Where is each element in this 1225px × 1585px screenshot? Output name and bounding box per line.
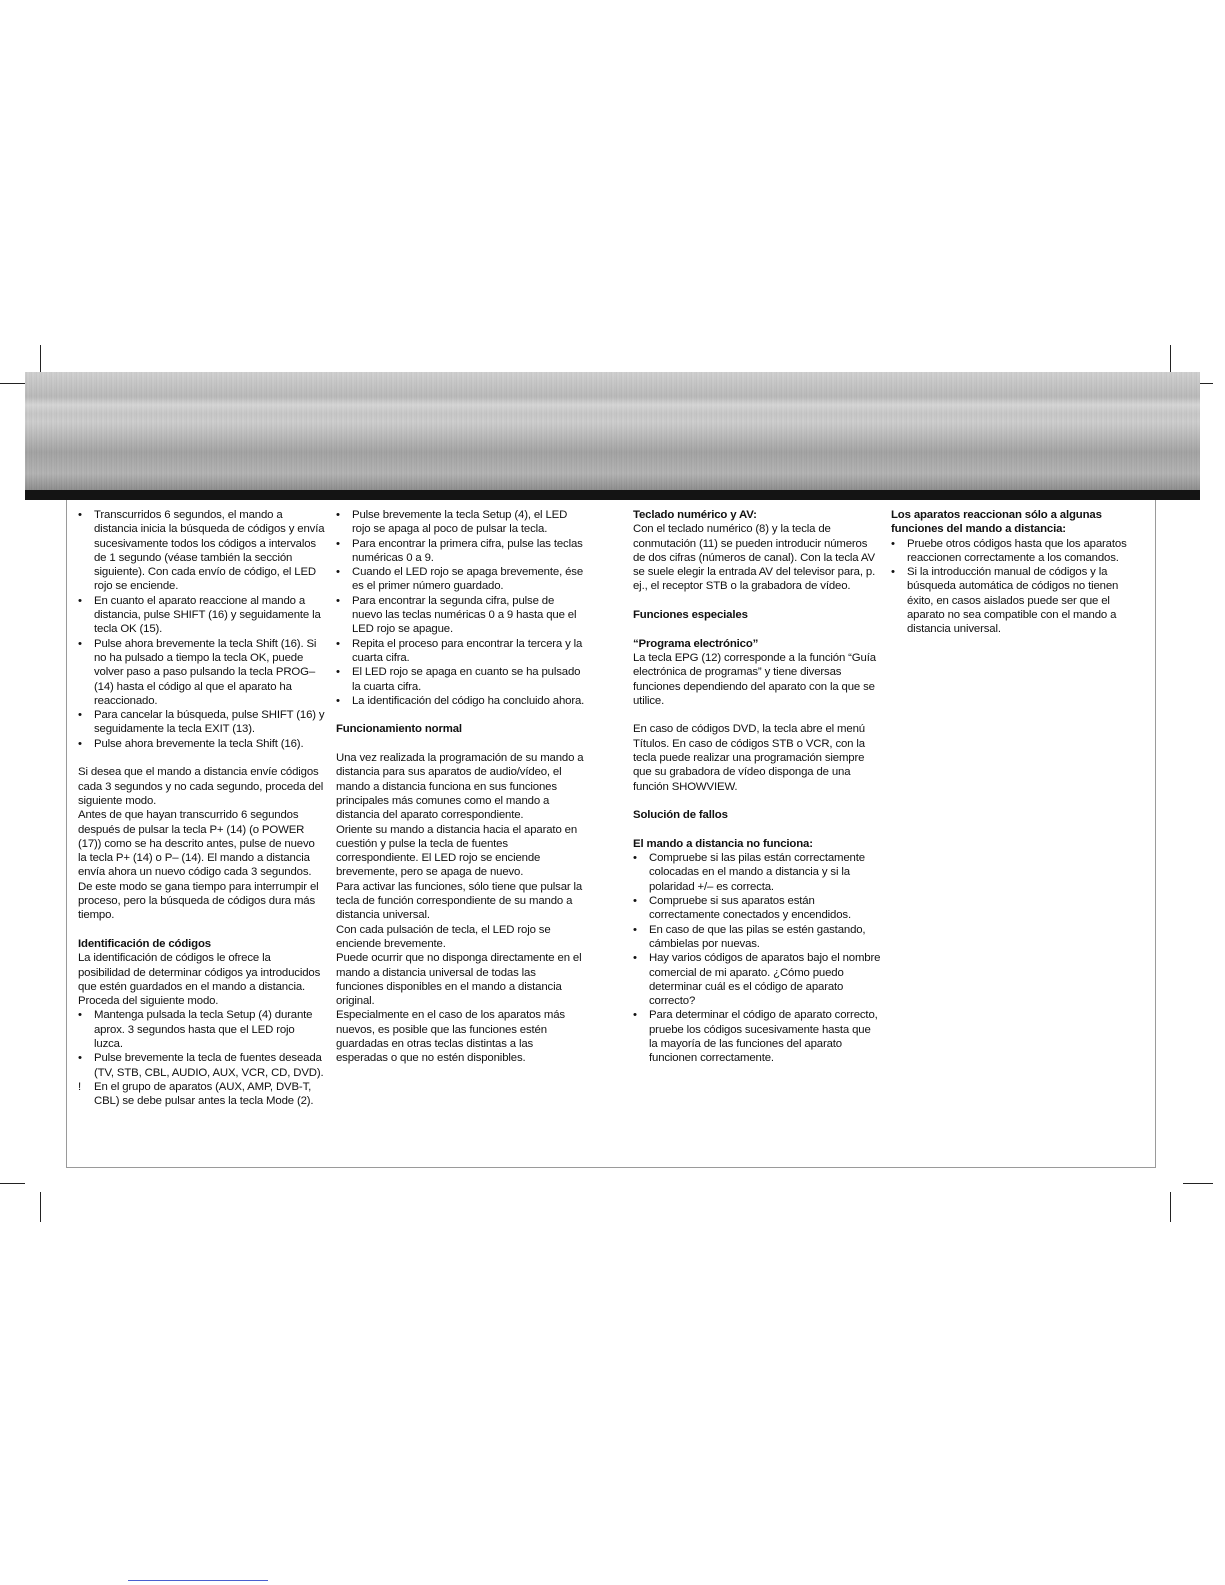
paragraph-gap [633, 708, 881, 722]
warning-note: ! En el grupo de aparatos (AUX, AMP, DVB-T, CBL) se debe pulsar antes la tecla Mode (2). [78, 1080, 325, 1109]
bullet-item: • Si la introducción manual de códigos y la búsqueda automática de códigos no tienen éxito, en casos aislados puede ser que el aparato no sea compatible con el mando a distancia universal. [891, 565, 1141, 636]
bullet-item: • El LED rojo se apaga en cuanto se ha pulsado la cuarta cifra. [336, 665, 586, 694]
content-frame-left [66, 500, 67, 1168]
paragraph-gap [633, 823, 881, 837]
section-heading: Teclado numérico y AV: [633, 509, 757, 521]
paragraph-gap [633, 594, 881, 608]
body-paragraph: Con el teclado numérico (8) y la tecla de conmutación (11) se pueden introducir números de dos cifras (números de canal). Con la tecla AV se suele elegir la entrada AV del televisor para, p. ej., el receptor STB o la grabadora de vídeo. [633, 523, 876, 593]
bullet-list [633, 851, 881, 1065]
text-column-1 [78, 508, 325, 1108]
body-paragraph: Puede ocurrir que no disponga directamente en el mando a distancia universal de todas las funciones disponibles en el mando a distancia original. [336, 952, 582, 1008]
section-heading: “Programa electrónico” [633, 637, 759, 650]
bullet-item: • Compruebe si las pilas están correctamente colocadas en el mando a distancia y si la polaridad +/– es correcta. [633, 851, 881, 894]
bullet-item: • Pulse ahora brevemente la tecla Shift (16). [78, 737, 325, 751]
body-paragraph: Para activar las funciones, sólo tiene que pulsar la tecla de función correspondiente de su mando a distancia universal. [336, 880, 583, 922]
bullet-item: • Para determinar el código de aparato correcto, pruebe los códigos sucesivamente hasta que la mayoría de las funciones del aparato funcionen correctamente. [633, 1008, 881, 1065]
body-paragraph: Oriente su mando a distancia hacia el aparato en cuestión y pulse la tecla de fuentes correspondiente. El LED rojo se enciende brevemente, pero se apaga de nuevo. [336, 823, 578, 879]
header-highlight [25, 396, 1200, 414]
section-heading: Identificación de códigos [78, 937, 211, 950]
bullet-item: • Hay varios códigos de aparatos bajo el nombre comercial de mi aparato. ¿Cómo puedo determinar cuál es el código de aparato correcto? [633, 951, 881, 1008]
content-frame-right [1155, 500, 1156, 1168]
header-black-rule [25, 490, 1200, 500]
body-paragraph: En caso de códigos DVD, la tecla abre el menú Títulos. En caso de códigos STB o VCR, con la tecla puede realizar una programación siempre que su grabadora de vídeo disponga de una función SHOWVIEW. [633, 723, 865, 793]
body-paragraph: La identificación de códigos le ofrece la posibilidad de determinar códigos ya introducidos que estén guardados en el mando a distancia. Proceda del siguiente modo. [78, 952, 321, 1008]
bullet-item: • Cuando el LED rojo se apaga brevemente, ése es el primer número guardado. [336, 565, 586, 594]
crop-mark-bottom-left-h [0, 1183, 25, 1184]
paragraph-gap [633, 622, 881, 636]
body-paragraph: Especialmente en el caso de los aparatos más nuevos, es posible que las funciones estén guardadas en otras teclas distintas a las esperadas o que no estén disponibles. [336, 1009, 565, 1065]
bullet-item: • Transcurridos 6 segundos, el mando a distancia inicia la búsqueda de códigos y envía sucesivamente todos los códigos a intervalos de 1 segundo (véase también la sección siguiente). Con cada envío de código, el LED rojo se enciende. [78, 508, 325, 594]
bullet-item: • La identificación del código ha concluido ahora. [336, 694, 586, 708]
bullet-list [891, 537, 1141, 637]
body-paragraph: Una vez realizada la programación de su mando a distancia para sus aparatos de audio/vídeo, el mando a distancia funciona en sus funciones principales más comunes como el mando a distancia del aparato correspondiente. [336, 752, 584, 822]
bullet-item: • Compruebe si sus aparatos están correctamente conectados y encendidos. [633, 894, 881, 923]
text-column-3 [633, 508, 881, 1066]
bullet-item: • Para encontrar la segunda cifra, pulse de nuevo las teclas numéricas 0 a 9 hasta que el LED rojo se apague. [336, 594, 586, 637]
bullet-list [78, 1008, 325, 1079]
bullet-item: • Pruebe otros códigos hasta que los aparatos reaccionen correctamente a los comandos. [891, 537, 1141, 566]
paragraph-gap [78, 923, 325, 937]
bullet-item: • Para encontrar la primera cifra, pulse las teclas numéricas 0 a 9. [336, 537, 586, 566]
crop-mark-top-left-h [0, 383, 25, 384]
section-heading: Funciones especiales [633, 609, 748, 622]
brushed-metal-header [25, 372, 1200, 490]
bullet-item: • Pulse brevemente la tecla de fuentes deseada (TV, STB, CBL, AUDIO, AUX, VCR, CD, DVD). [78, 1051, 325, 1080]
paragraph-gap [78, 751, 325, 765]
bullet-item: • Para cancelar la búsqueda, pulse SHIFT (16) y seguidamente la tecla EXIT (13). [78, 708, 325, 737]
paragraph-gap [336, 708, 586, 722]
section-heading: Los aparatos reaccionan sólo a algunas funciones del mando a distancia: [891, 509, 1102, 536]
body-paragraph: Antes de que hayan transcurrido 6 segundos después de pulsar la tecla P+ (14) (o POWER (17)) como se ha descrito antes, pulse de nuevo la tecla P+ (14) o P– (14). El mando a distancia envía ahora un nuevo código cada 3 segundos. De este modo se gana tiempo para interrumpir el proceso, pero la búsqueda de códigos dura más tiempo. [78, 809, 319, 922]
paragraph-gap [633, 794, 881, 808]
note-list [78, 1080, 325, 1109]
section-heading: Solución de fallos [633, 809, 728, 822]
body-paragraph: La tecla EPG (12) corresponde a la función “Guía electrónica de programas” y tiene diversas funciones dependiendo del aparato con la que se utilice. [633, 651, 876, 707]
bullet-item: • Repita el proceso para encontrar la tercera y la cuarta cifra. [336, 637, 586, 666]
crop-mark-bottom-right-v [1170, 1192, 1171, 1222]
content-frame-bottom [66, 1167, 1156, 1168]
bullet-item: • Pulse ahora brevemente la tecla Shift (16). Si no ha pulsado a tiempo la tecla OK, puede volver paso a paso pulsando la tecla PROG– (14) hasta el código al que el aparato ha reaccionado. [78, 637, 325, 708]
footer-underline [128, 1580, 268, 1581]
section-heading: Funcionamiento normal [336, 723, 462, 736]
paragraph-gap [336, 737, 586, 751]
section-heading: El mando a distancia no funciona: [633, 837, 813, 850]
bullet-item: • Mantenga pulsada la tecla Setup (4) durante aprox. 3 segundos hasta que el LED rojo luzca. [78, 1008, 325, 1051]
bullet-item: • En caso de que las pilas se estén gastando, cámbielas por nuevas. [633, 923, 881, 952]
text-column-2 [336, 508, 586, 1066]
bullet-item: • En cuanto el aparato reaccione al mando a distancia, pulse SHIFT (16) y seguidamente la tecla OK (15). [78, 594, 325, 637]
bullet-list [78, 508, 325, 751]
crop-mark-bottom-right-h [1183, 1183, 1213, 1184]
body-paragraph: Con cada pulsación de tecla, el LED rojo se enciende brevemente. [336, 923, 551, 950]
crop-mark-bottom-left-v [40, 1192, 41, 1222]
body-paragraph: Si desea que el mando a distancia envíe códigos cada 3 segundos y no cada segundo, proceda del siguiente modo. [78, 766, 324, 807]
text-column-4 [891, 508, 1141, 637]
bullet-list [336, 508, 586, 708]
bullet-item: • Pulse brevemente la tecla Setup (4), el LED rojo se apaga al poco de pulsar la tecla. [336, 508, 586, 537]
